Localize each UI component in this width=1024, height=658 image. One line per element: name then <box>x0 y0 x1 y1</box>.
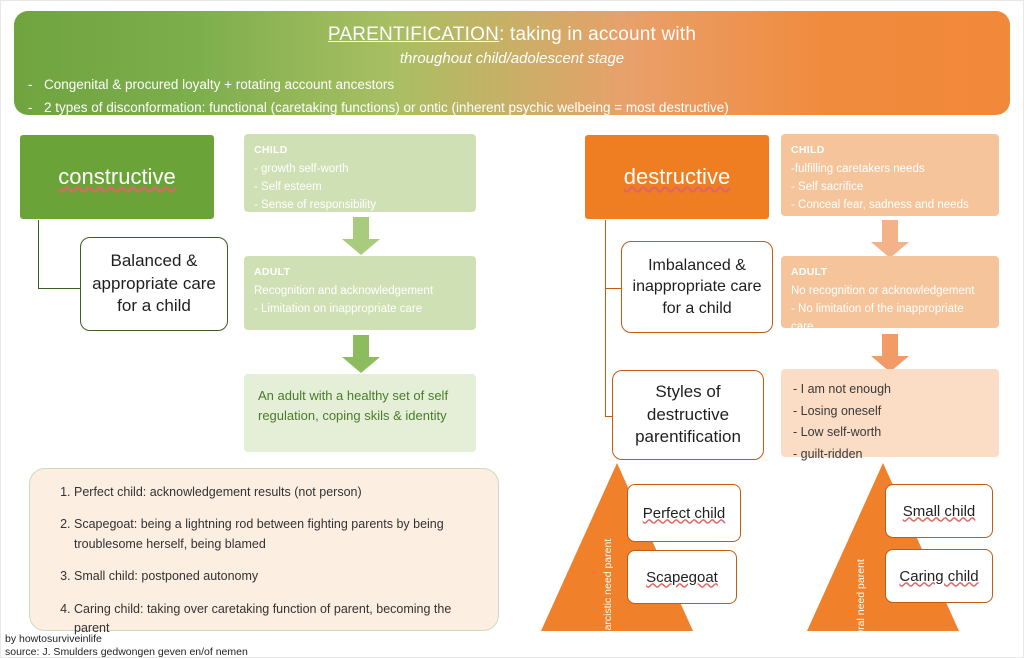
destructive-styles-box <box>612 370 764 460</box>
destructive-styles-label: Styles of destructive parentification <box>635 381 741 447</box>
outcome-line: - I am not enough <box>793 382 891 396</box>
down-arrow-icon <box>871 220 909 258</box>
adult-caption: ADULT <box>791 266 828 278</box>
destructive-care-box <box>621 241 773 333</box>
triangle-item-label: Small child <box>902 502 976 520</box>
constructive-care-label: Balanced & appropriate care for a child <box>92 250 216 316</box>
connector-line <box>605 288 621 289</box>
constructive-adult-box <box>244 256 476 330</box>
down-arrow-icon <box>342 217 380 255</box>
triangle-item-label: Perfect child <box>642 504 726 522</box>
child-line: -fulfilling caretakers needs <box>791 163 925 176</box>
triangle-item-caring-child <box>885 549 993 603</box>
header-banner <box>14 11 1010 115</box>
constructive-child-box <box>244 134 476 212</box>
header-bullet: - 2 types of disconformation: functional (caretaking functions) or ontic (inherent psychic welbeing = most destructive) <box>44 98 1010 118</box>
child-line: - Self esteem <box>254 181 322 194</box>
list-item: 3. Small child: postponed autonomy <box>74 567 480 586</box>
constructive-outcome-box <box>244 374 476 452</box>
header-title-rest: : taking in account with <box>499 24 697 45</box>
list-item: 4. Caring child: taking over caretaking function of parent, becoming the parent <box>74 600 480 639</box>
header-bullet: - Congenital & procured loyalty + rotating account ancestors <box>44 75 1010 95</box>
triangle-item-label: Scapegoat <box>646 568 718 586</box>
destructive-adult-box <box>781 256 999 333</box>
header-title <box>14 24 1010 46</box>
header-title-main: PARENTIFICATION <box>327 24 500 45</box>
down-arrow-icon <box>871 334 909 372</box>
connector-line <box>38 288 80 289</box>
constructive-header-label: constructive <box>58 164 176 189</box>
outcome-line: - Low self-worth <box>793 425 882 439</box>
child-line: - Conceal fear, sadness and needs <box>791 198 969 211</box>
triangle-item-scapegoat <box>627 550 737 604</box>
narcistic-triangle-label: Narcistic need parent <box>602 538 614 638</box>
adult-line: - Limitation on inappropriate care <box>254 303 423 316</box>
constructive-header-box <box>19 134 215 220</box>
child-caption: CHILD <box>791 144 825 156</box>
child-line: - Sense of responsibility <box>254 198 377 211</box>
child-line: - Self sacrifice <box>791 181 864 194</box>
constructive-outcome-label: An adult with a healthy set of self regulation, coping skils & identity <box>258 388 449 423</box>
connector-line <box>38 220 39 288</box>
destructive-outcome-box <box>781 369 999 461</box>
destructive-header-box <box>584 134 770 220</box>
adult-line: - No limitation of the inappropriate care <box>791 303 964 333</box>
footer-source: source: J. Smulders gedwongen geven en/of nemen <box>5 646 248 658</box>
child-line: - growth self-worth <box>254 163 349 176</box>
down-arrow-icon <box>342 335 380 373</box>
triangle-item-small-child <box>885 484 993 538</box>
header-subtitle: throughout child/adolescent stage <box>399 50 625 67</box>
destructive-care-label: Imbalanced & inappropriate care for a child <box>632 256 762 317</box>
list-item: 2. Scapegoat: being a lightning rod between fighting parents by being troublesome herself, being blamed <box>74 515 480 554</box>
connector-line <box>605 220 606 416</box>
destructive-header-label: destructive <box>623 164 731 189</box>
list-item: 1. Perfect child: acknowledgement results (not person) <box>74 483 480 502</box>
styles-ordered-list <box>48 483 480 638</box>
styles-list-panel <box>29 468 499 635</box>
adult-line: No recognition or acknowledgement <box>791 285 975 298</box>
triangle-item-perfect-child <box>627 484 741 542</box>
triangle-item-label: Caring child <box>899 567 979 585</box>
footer-author: by howtosurviveinlife <box>5 633 102 645</box>
adult-caption: ADULT <box>254 266 291 278</box>
child-caption: CHILD <box>254 144 288 156</box>
destructive-child-box <box>781 134 999 216</box>
oral-triangle-label: Oral need parent <box>855 559 867 638</box>
header-bullet-list <box>14 75 1010 119</box>
constructive-care-box <box>80 237 228 331</box>
outcome-line: - guilt-ridden <box>793 446 863 461</box>
adult-line: Recognition and acknowledgement <box>254 285 434 298</box>
outcome-line: - Losing oneself <box>793 403 882 418</box>
